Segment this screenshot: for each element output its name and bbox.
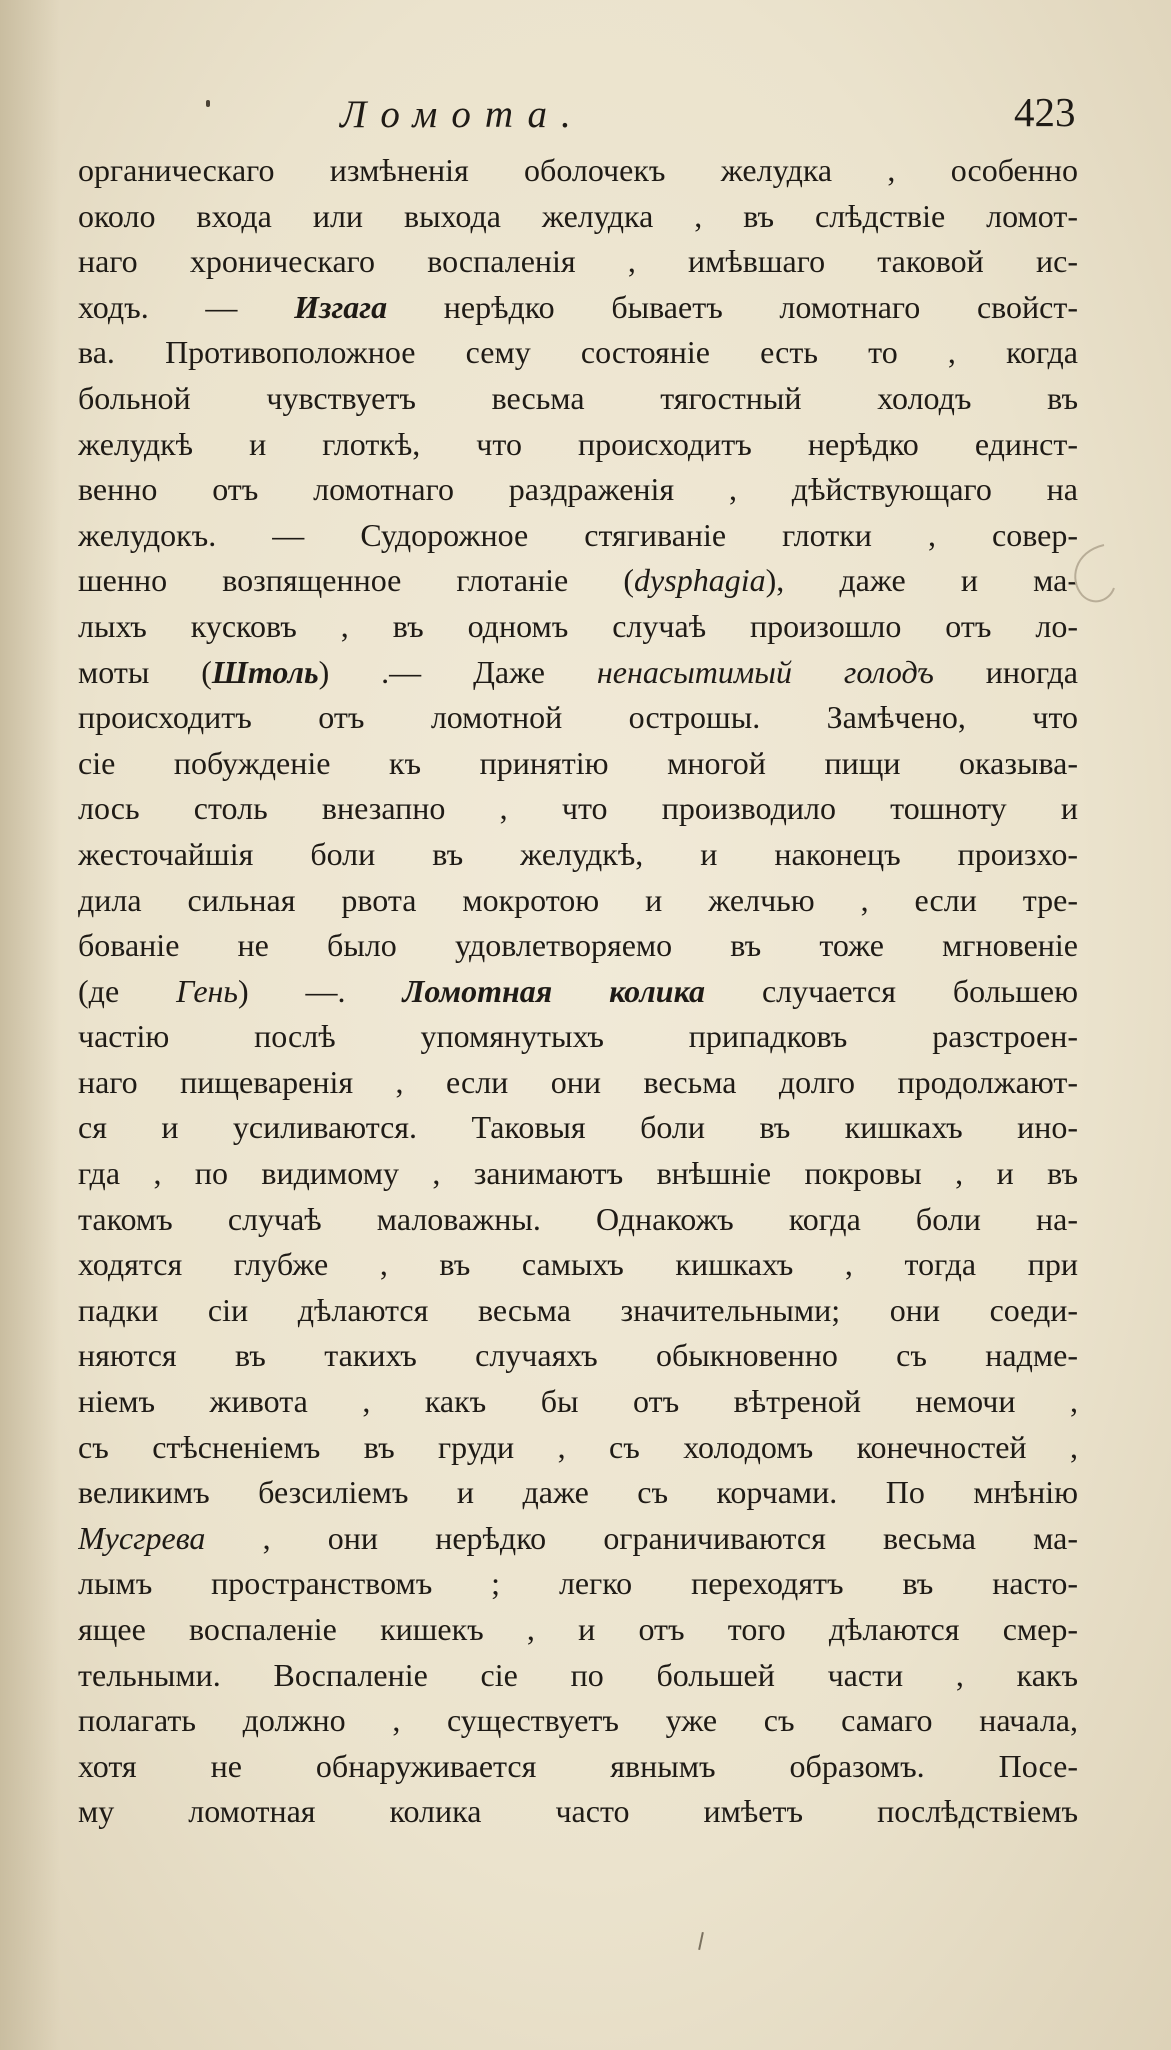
binding-shadow — [0, 0, 60, 2050]
text-line — [78, 1014, 1078, 1060]
text-line — [78, 376, 1078, 422]
text-segment: ходятся глубже , въ самыхъ кишкахъ , тогда при — [78, 1246, 1078, 1283]
text-line — [78, 239, 1078, 285]
text-line — [78, 513, 1078, 559]
text-segment: великимъ безсиліемъ и даже съ корчами. По мнѣнію — [78, 1474, 1078, 1511]
text-segment: ва. Противоположное сему состояніе есть то , когда — [78, 334, 1078, 371]
text-line — [78, 285, 1078, 331]
text-segment: Гень — [176, 972, 238, 1009]
text-line — [78, 194, 1078, 240]
text-segment: полагать должно , существуетъ уже съ самаго начала, — [78, 1702, 1078, 1739]
text-segment: наго пищеваренія , если они весьма долго продолжают- — [78, 1063, 1078, 1100]
text-segment: ненасытимый голодъ — [596, 653, 934, 690]
text-line — [78, 1516, 1078, 1562]
text-segment: ящее воспаленіе кишекъ , и отъ того дѣлаются смер- — [78, 1611, 1078, 1647]
text-line — [78, 604, 1078, 650]
text-line — [78, 1242, 1078, 1288]
text-line — [78, 786, 1078, 832]
margin-pencil-mark — [1064, 540, 1124, 620]
text-segment: венно отъ ломотнаго раздраженія , дѣйствующаго на — [78, 471, 1078, 508]
text-line — [78, 1653, 1078, 1699]
text-line — [78, 650, 1078, 696]
text-segment: Ломотная колика — [402, 972, 706, 1009]
text-line — [78, 422, 1078, 468]
text-segment: ніемъ живота , какъ бы отъ вѣтреной немочи , — [78, 1383, 1078, 1420]
page-number: 423 — [1014, 89, 1076, 135]
text-segment: dysphagia — [634, 562, 766, 599]
text-segment: происходитъ отъ ломотной острошы. Замѣчено, что — [78, 699, 1078, 736]
text-segment: больной чувствуетъ весьма тягостный холодъ въ — [78, 379, 1078, 416]
text-segment: Изгага — [294, 288, 388, 325]
text-line — [78, 1288, 1078, 1334]
text-segment: (де — [78, 972, 177, 1009]
text-segment: хотя не обнаруживается явнымъ образомъ. Посе- — [78, 1747, 1078, 1784]
text-line — [78, 1197, 1078, 1243]
text-segment: лымъ пространствомъ ; легко переходятъ въ насто- — [78, 1565, 1078, 1602]
text-line — [78, 1744, 1078, 1790]
text-segment: жесточайшія боли въ желудкѣ, и наконецъ произхо- — [78, 835, 1078, 872]
text-line — [78, 695, 1078, 741]
text-segment: желудокъ. — Судорожное стягиваніе глотки , совер- — [78, 516, 1078, 553]
text-line — [78, 741, 1078, 787]
text-segment: ) .— Даже — [318, 653, 597, 690]
text-segment: падки сіи дѣлаются весьма значительными; они соеди- — [78, 1291, 1078, 1328]
text-line — [78, 1333, 1078, 1379]
text-line — [78, 1561, 1078, 1607]
text-segment: ся и усиливаются. Таковыя боли въ кишкахъ ино- — [78, 1109, 1078, 1146]
text-line — [78, 1060, 1078, 1106]
text-line — [78, 558, 1078, 604]
text-segment: , они нерѣдко ограничиваются весьма ма- — [205, 1519, 1078, 1556]
text-line — [78, 1105, 1078, 1151]
text-segment: около входа или выхода желудка , въ слѣдствіе ломот- — [78, 197, 1078, 234]
text-line — [78, 878, 1078, 924]
text-line — [78, 1607, 1078, 1653]
text-line — [78, 148, 1078, 194]
text-segment: ), даже и ма- — [765, 562, 1078, 599]
text-line — [78, 1470, 1078, 1516]
running-title: Ломота. — [340, 93, 585, 136]
text-line — [78, 923, 1078, 969]
text-line — [78, 1698, 1078, 1744]
text-line — [78, 969, 1078, 1015]
text-line — [78, 832, 1078, 878]
text-line — [78, 330, 1078, 376]
text-segment: ) —. — [237, 972, 403, 1009]
text-segment: частію послѣ упомянутыхъ припадковъ разстроен- — [78, 1018, 1078, 1055]
text-segment: моты ( — [78, 653, 212, 690]
text-segment: Штоль — [211, 653, 319, 690]
text-segment: бованіе не было удовлетворяемо въ тоже мгновеніе — [78, 927, 1078, 964]
text-segment: дила сильная рвота мокротою и желчью , если тре- — [78, 881, 1078, 918]
text-segment: Мусгрева — [78, 1519, 206, 1556]
text-line — [78, 467, 1078, 513]
body-text — [78, 148, 1078, 1835]
text-segment: ходъ. — — [78, 288, 295, 325]
text-segment: лыхъ кусковъ , въ одномъ случаѣ произошло отъ ло- — [78, 607, 1078, 644]
text-segment: органическаго измѣненія оболочекъ желудка , особенно — [78, 152, 1078, 188]
text-segment: гда , по видимому , занимаютъ внѣшніе покровы , и въ — [78, 1155, 1078, 1192]
text-line — [78, 1379, 1078, 1425]
text-segment: сіе побужденіе къ принятію многой пищи оказыва- — [78, 744, 1078, 781]
text-segment: му ломотная колика часто имѣетъ послѣдствіемъ — [78, 1793, 1078, 1830]
text-line — [78, 1151, 1078, 1197]
text-segment: желудкѣ и глоткѣ, что происходитъ нерѣдко единст- — [78, 425, 1078, 462]
text-line — [78, 1425, 1078, 1471]
text-segment: случается большею — [705, 972, 1078, 1009]
text-segment: тельными. Воспаленіе сіе по большей части , какъ — [78, 1656, 1078, 1693]
text-segment: нерѣдко бываетъ ломотнаго свойст- — [387, 288, 1078, 325]
text-segment: съ стѣсненіемъ въ груди , съ холодомъ конечностей , — [78, 1428, 1078, 1465]
stray-mark — [698, 1932, 704, 1950]
text-segment: шенно возпященное глотаніе ( — [78, 562, 635, 599]
page-header — [0, 89, 1171, 142]
text-segment: такомъ случаѣ маловажны. Однакожъ когда боли на- — [78, 1200, 1078, 1237]
text-segment: наго хроническаго воспаленія , имѣвшаго таковой ис- — [78, 243, 1078, 280]
text-segment: няются въ такихъ случаяхъ обыкновенно съ надме- — [78, 1337, 1078, 1374]
text-line — [78, 1789, 1078, 1835]
text-segment: лось столь внезапно , что производило тошноту и — [78, 790, 1078, 827]
text-segment: иногда — [933, 653, 1078, 690]
